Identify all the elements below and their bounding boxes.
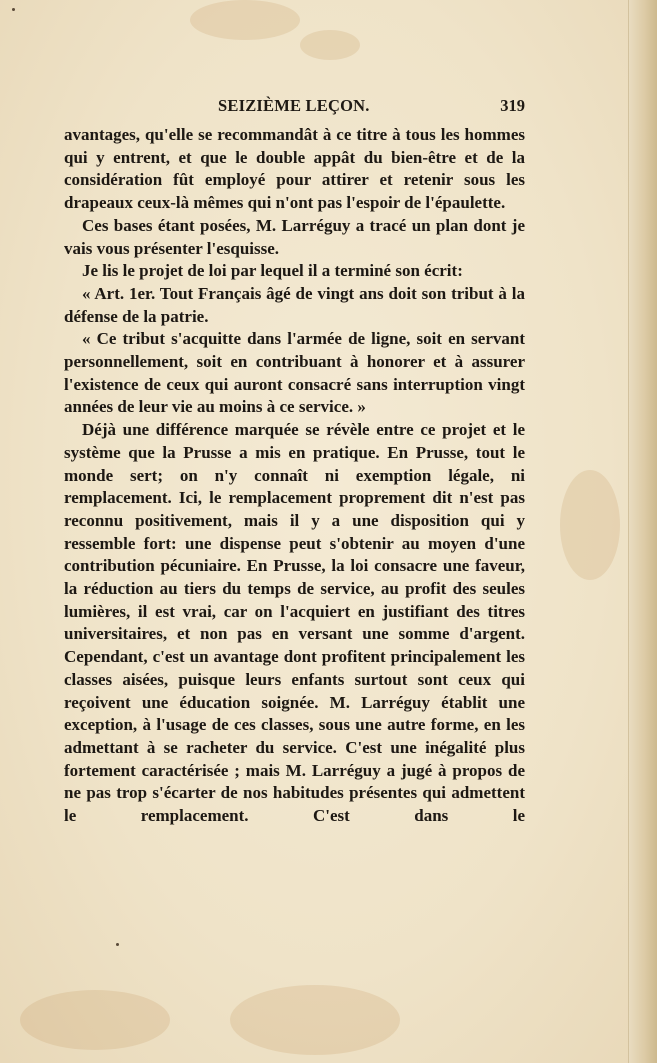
ink-speck	[116, 943, 119, 946]
paragraph: « Art. 1er. Tout Français âgé de vingt ans doit son tribut à la défense de la patrie.	[64, 283, 525, 326]
ink-speck	[12, 8, 15, 11]
paragraph: Déjà une différence marquée se révèle entre ce projet et le système que la Prusse a mis en pratique. En Prusse, tout le monde sert; on n'y connaît ni exemption légale, ni remplacement. Ici, le remplacement proprement dit n'est pas reconnu positivement, mais il y a une disposition qui y ressemble fort: une dispense peut s'obtenir au moyen d'une contribution pécuniaire. En Prusse, la loi consacre une faveur, la réduction au tiers du temps de service, au profit des seules lumières, il est vrai, car on l'acquiert en justifiant des titres universitaires, et non pas en versant une somme d'argent. Cependant, c'est un avantage dont profitent principalement les classes aisées, puisque leurs enfants surtout sont ceux qui reçoivent une éducation soignée. M. Larréguy établit une exception, à l'usage de ces classes, sous une autre forme, en les admettant à se racheter du service. C'est une inégalité plus fortement caractérisée ; mais M. Larréguy a jugé à propos de ne pas trop s'écarter de nos habitudes présentes qui admettent le remplacement. C'est dans le	[64, 420, 525, 826]
paragraph: Ces bases étant posées, M. Larréguy a tracé un plan dont je vais vous présenter l'esquisse.	[64, 215, 525, 258]
running-head: SEIZIÈME LEÇON.	[218, 96, 370, 115]
foxing-stain	[230, 985, 400, 1055]
foxing-stain	[20, 990, 170, 1050]
foxing-stain	[560, 470, 620, 580]
paragraph: avantages, qu'elle se recommandât à ce titre à tous les hommes qui y entrent, et que le double appât du bien-être et de la considération fût employé pour attirer et retenir sous les drapeaux ceux-là mêmes qui n'ont pas l'espoir de l'épaulette.	[64, 125, 525, 213]
page-number: 319	[500, 96, 525, 115]
paragraph: « Ce tribut s'acquitte dans l'armée de ligne, soit en servant personnellement, soit en contribuant à honorer et à assurer l'existence de ceux qui auront consacré sans interruption vingt années de leur vie au moins à ce service. »	[64, 329, 525, 417]
paragraph: Je lis le projet de loi par lequel il a terminé son écrit:	[82, 261, 463, 281]
page-edge	[628, 0, 657, 1063]
page-header	[64, 96, 525, 118]
foxing-stain	[300, 30, 360, 60]
foxing-stain	[190, 0, 300, 40]
body-text	[64, 124, 525, 828]
